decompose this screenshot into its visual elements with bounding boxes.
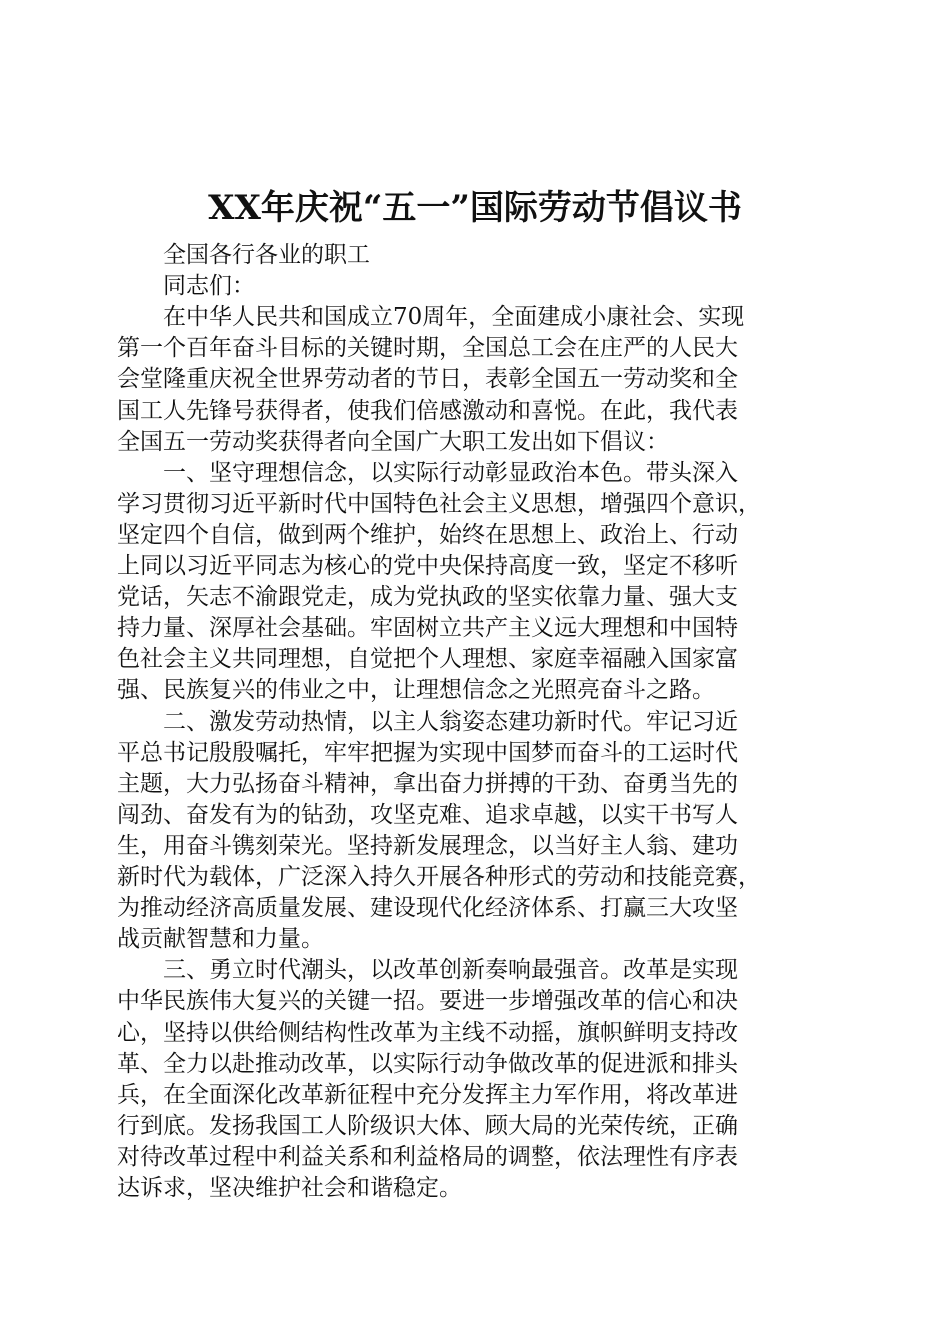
body-line: 对待改革过程中利益关系和利益格局的调整，依法理性有序表	[117, 1143, 738, 1170]
body-line: 强、民族复兴的伟业之中，让理想信念之光照亮奋斗之路。	[117, 677, 715, 704]
body-line: 上同以习近平同志为核心的党中央保持高度一致，坚定不移听	[117, 553, 738, 579]
body-line: 中华民族伟大复兴的关键一招。要进一步增强改革的信心和决	[117, 988, 738, 1015]
body-line: 坚定四个自信，做到两个维护，始终在思想上、政治上、行动	[117, 521, 738, 548]
body-line: 持力量、深厚社会基础。牢固树立共产主义远大理想和中国特	[117, 615, 738, 642]
body-line: 闯劲、奋发有为的钻劲，攻坚克难、追求卓越，以实干书写人	[117, 801, 738, 828]
body-line: 战贡献智慧和力量。	[117, 926, 324, 953]
body-line: 兵，在全面深化改革新征程中充分发挥主力军作用，将改革进	[117, 1081, 738, 1108]
body-line: 全国五一劳动奖获得者向全国广大职工发出如下倡议：	[117, 428, 669, 455]
body-line: 一、坚守理想信念，以实际行动彰显政治本色。带头深入	[163, 459, 738, 486]
body-line: 党话，矢志不渝跟党走，成为党执政的坚实依靠力量、强大支	[117, 584, 738, 611]
body-line: 在中华人民共和国成立70周年，全面建成小康社会、实现	[163, 304, 745, 331]
body-line: 达诉求，坚决维护社会和谐稳定。	[117, 1175, 462, 1201]
body-line: 平总书记殷殷嘱托，牢牢把握为实现中国梦而奋斗的工运时代	[117, 739, 738, 766]
body-line: 同志们：	[163, 273, 255, 300]
body-line: 行到底。发扬我国工人阶级识大体、顾大局的光荣传统，正确	[117, 1112, 738, 1139]
body-line: 新时代为载体，广泛深入持久开展各种形式的劳动和技能竞赛，	[117, 864, 761, 890]
body-line: 国工人先锋号获得者，使我们倍感激动和喜悦。在此，我代表	[117, 397, 738, 424]
body-line: 三、勇立时代潮头，以改革创新奏响最强音。改革是实现	[163, 957, 738, 984]
body-line: 二、激发劳动热情，以主人翁姿态建功新时代。牢记习近	[163, 708, 738, 735]
body-line: 学习贯彻习近平新时代中国特色社会主义思想，增强四个意识，	[117, 490, 761, 517]
body-line: 为推动经济高质量发展、建设现代化经济体系、打赢三大攻坚	[117, 895, 738, 922]
body-line: 色社会主义共同理想，自觉把个人理想、家庭幸福融入国家富	[117, 646, 738, 673]
body-line: 心，坚持以供给侧结构性改革为主线不动摇，旗帜鲜明支持改	[117, 1019, 738, 1046]
body-line: 生，用奋斗镌刻荣光。坚持新发展理念，以当好主人翁、建功	[117, 832, 738, 859]
document-title: XX年庆祝“五一”国际劳动节倡议书	[208, 188, 742, 228]
body-line: 第一个百年奋斗目标的关键时期，全国总工会在庄严的人民大	[117, 335, 738, 362]
body-line: 会堂隆重庆祝全世界劳动者的节日，表彰全国五一劳动奖和全	[117, 366, 738, 393]
body-line: 全国各行各业的职工	[163, 242, 370, 268]
body-line: 主题，大力弘扬奋斗精神，拿出奋力拼搏的干劲、奋勇当先的	[117, 770, 738, 797]
body-line: 革、全力以赴推动改革，以实际行动争做改革的促进派和排头	[117, 1050, 738, 1077]
